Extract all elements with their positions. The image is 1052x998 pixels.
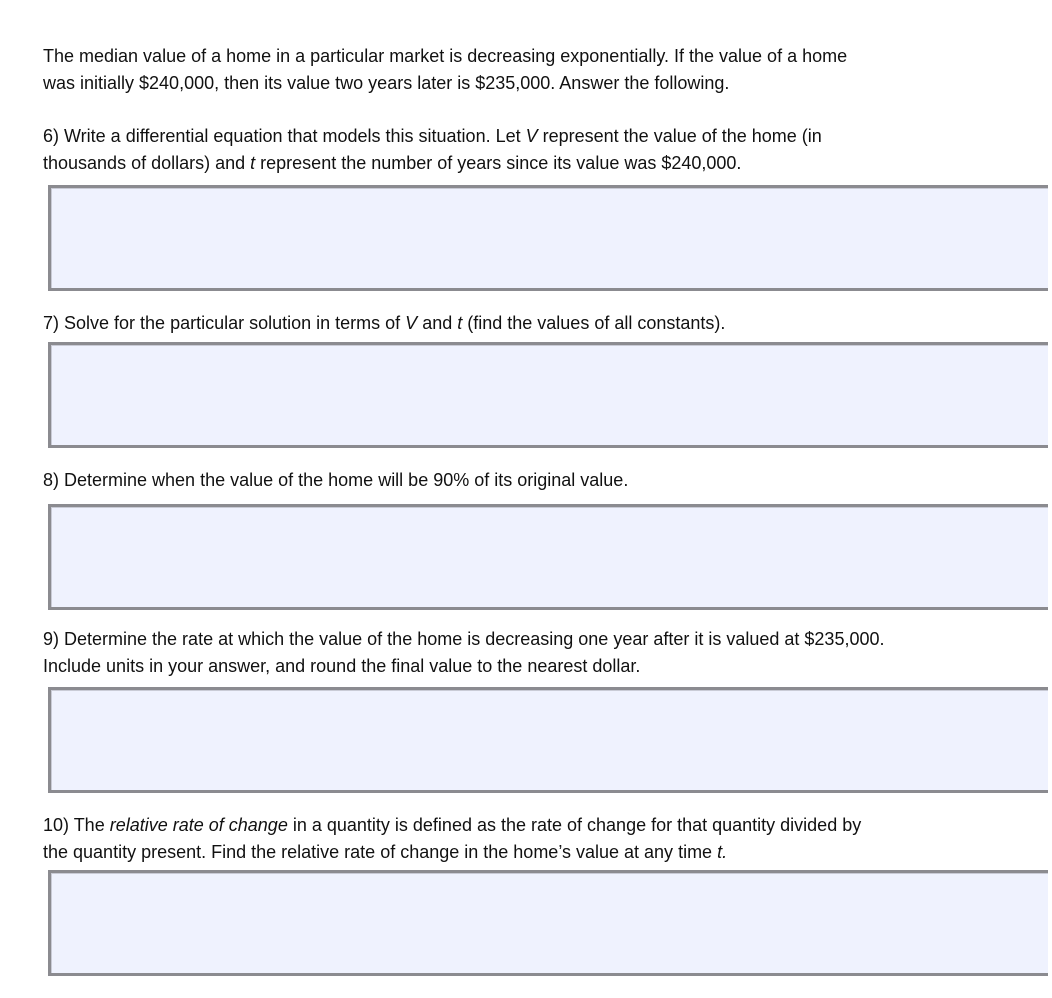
intro-line-2: was initially $240,000, then its value two years later is $235,000. Answer the following. [43,73,730,93]
q10-text: 10) The [43,815,110,835]
q6-text: thousands of dollars) and [43,153,251,173]
q6-text: represent the number of years since its value was $240,000. [255,153,742,173]
question-7-answer-box[interactable] [48,342,1048,448]
intro-line-1: The median value of a home in a particular market is decreasing exponentially. If the value of a home [43,46,848,66]
question-10-prompt [43,812,1043,866]
q9-line-2: Include units in your answer, and round the final value to the nearest dollar. [43,656,641,676]
q10-text: the quantity present. Find the relative rate of change in the home’s value at any time [43,842,718,862]
q7-text: (find the values of all constants). [462,313,726,333]
question-8-answer-box[interactable] [48,504,1048,610]
question-8-prompt [43,467,1043,494]
q7-variable-v: V [405,313,418,333]
question-10-answer-input[interactable] [51,873,1048,973]
intro-paragraph [43,43,1043,97]
q10-emphasis: relative rate of change [109,815,288,835]
q7-text: and [417,313,458,333]
q10-variable-t: t. [717,842,728,862]
q6-variable-v: V [525,126,538,146]
question-7-prompt [43,310,1043,337]
q8-text: 8) Determine when the value of the home will be 90% of its original value. [43,470,629,490]
q6-text: represent the value of the home (in [537,126,822,146]
q7-text: 7) Solve for the particular solution in terms of [43,313,406,333]
question-8-answer-input[interactable] [51,507,1048,607]
question-9-answer-input[interactable] [51,690,1048,790]
question-6-answer-box[interactable] [48,185,1048,291]
question-6-answer-input[interactable] [51,188,1048,288]
q9-line-1: 9) Determine the rate at which the value of the home is decreasing one year after it is valued at $235,000. [43,629,885,649]
question-6-prompt [43,123,1043,177]
question-7-answer-input[interactable] [51,345,1048,445]
q6-variable-t: t [250,153,256,173]
q7-variable-t: t [457,313,463,333]
q10-text: in a quantity is defined as the rate of change for that quantity divided by [287,815,862,835]
question-9-answer-box[interactable] [48,687,1048,793]
question-10-answer-box[interactable] [48,870,1048,976]
question-9-prompt [43,626,1043,680]
q6-text: 6) Write a differential equation that models this situation. Let [43,126,526,146]
